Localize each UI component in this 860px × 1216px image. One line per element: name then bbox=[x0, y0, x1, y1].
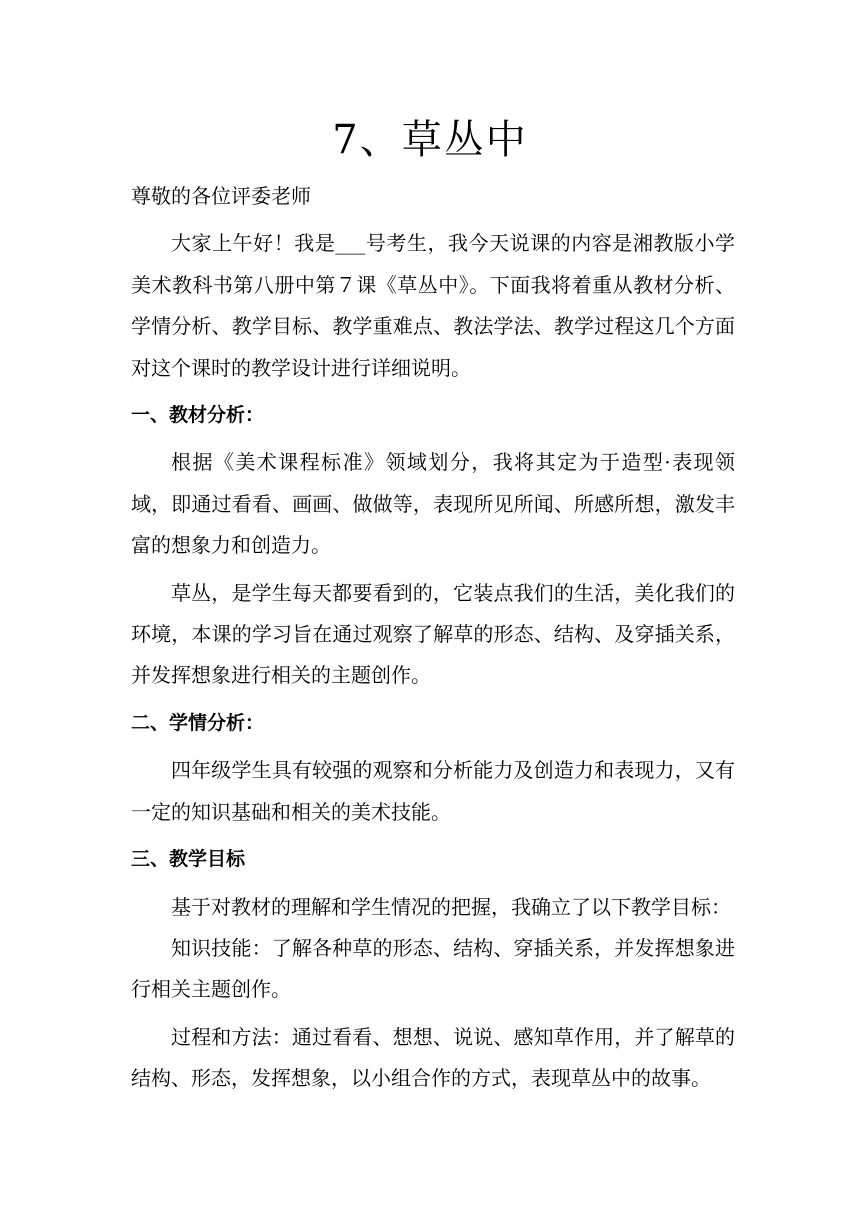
textbook-analysis-paragraph-1: 根据《美术课程标准》领域划分，我将其定为于造型·表现领域，即通过看看、画画、做做等，表现所见所闻、所感所想，激发丰富的想象力和创造力。 bbox=[131, 450, 735, 558]
intro-paragraph: 大家上午好！我是___号考生，我今天说课的内容是湘教版小学美术教科书第八册中第７课《草丛中》。下面我将着重从教材分析、学情分析、教学目标、教学重难点、教法学法、教学过程这几个方面对这个课时的教学设计进行详细说明。 bbox=[131, 231, 735, 380]
teaching-goals-paragraph-1: 基于对教材的理解和学生情况的把握，我确立了以下教学目标： bbox=[171, 894, 731, 919]
teaching-goals-paragraph-2: 知识技能：了解各种草的形态、结构、穿插关系，并发挥想象进行相关主题创作。 bbox=[131, 935, 735, 1002]
salutation: 尊敬的各位评委老师 bbox=[131, 184, 311, 208]
student-analysis-paragraph: 四年级学生具有较强的观察和分析能力及创造力和表现力，又有一定的知识基础和相关的美术技能。 bbox=[131, 758, 735, 824]
section-heading-textbook-analysis: 一、教材分析： bbox=[131, 404, 265, 427]
document-title: 7、草丛中 bbox=[332, 117, 528, 163]
textbook-analysis-paragraph-2: 草丛，是学生每天都要看到的，它装点我们的生活，美化我们的环境，本课的学习旨在通过观察了解草的形态、结构、及穿插关系，并发挥想象进行相关的主题创作。 bbox=[131, 580, 735, 688]
section-heading-teaching-goals: 三、教学目标 bbox=[131, 848, 246, 871]
document-body bbox=[131, 176, 735, 1100]
teaching-goals-paragraph-3: 过程和方法：通过看看、想想、说说、感知草作用，并了解草的结构、形态，发挥想象，以小组合作的方式，表现草丛中的故事。 bbox=[131, 1024, 735, 1091]
section-heading-student-analysis: 二、学情分析： bbox=[131, 711, 265, 734]
